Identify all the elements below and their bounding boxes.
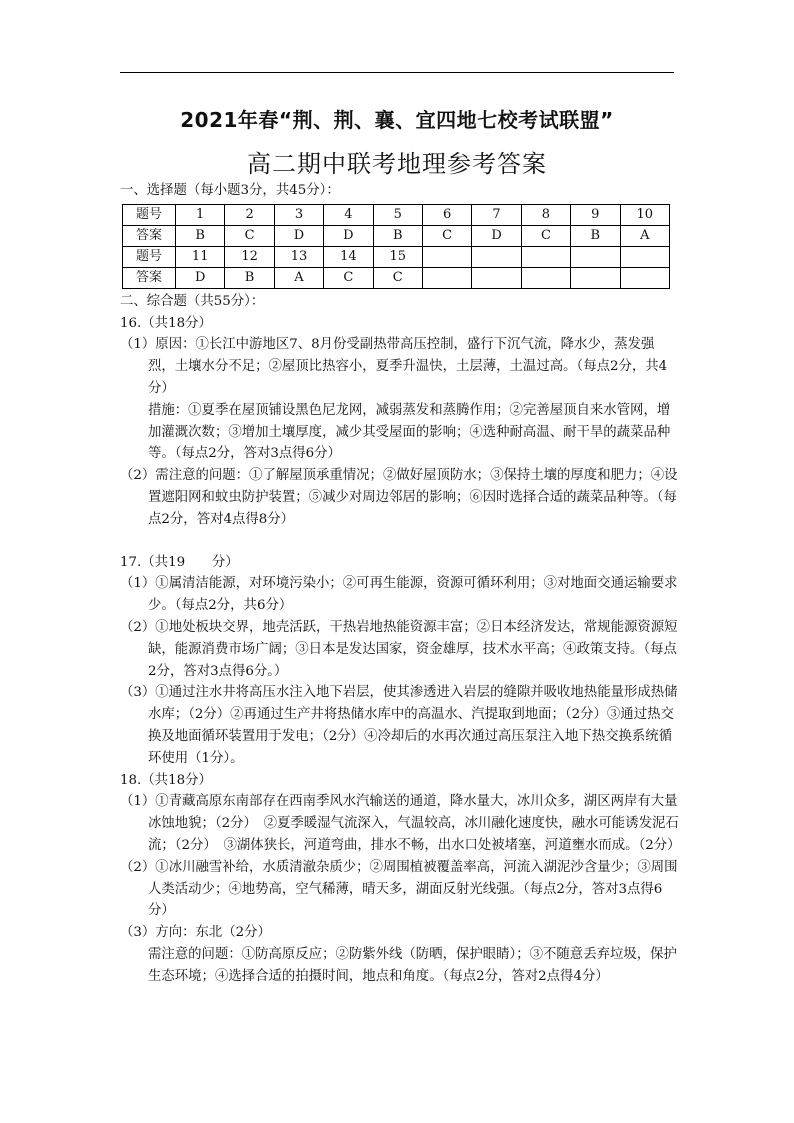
- answer-table-cell: 4: [324, 204, 373, 225]
- answer-table-cell: C: [324, 267, 373, 288]
- q18-part3-notes: 需注意的问题：①防高原反应；②防紫外线（防晒，保护眼睛）；③不随意丢弃垃圾，保护生态环境；④选择合适的拍摄时间，地点和角度。（每点2分，答对2点得4分）: [148, 946, 677, 984]
- document-body: [120, 180, 680, 988]
- q18-title: 18.（共18分）: [120, 772, 212, 788]
- q16-title: 16.（共18分）: [120, 315, 212, 331]
- answer-table-row: [123, 225, 670, 246]
- answer-table-cell: 13: [274, 246, 323, 267]
- answer-table-cell: 12: [225, 246, 274, 267]
- answer-table-cell: C: [422, 225, 471, 246]
- document-title-line1: 2021年春“荆、荆、襄、宜四地七校考试联盟”: [180, 108, 614, 132]
- answer-table-cell: [422, 267, 471, 288]
- answer-table-cell: D: [274, 225, 323, 246]
- answer-table-cell: [620, 267, 669, 288]
- answer-table-row: [123, 267, 670, 288]
- q16-part1: （1）原因：①长江中游地区7、8月份受副热带高压控制，盛行下沉气流，降水少，蒸发强烈，土壤水分不足；②屋顶比热容小，夏季升温快，土层薄，土温过高。（每点2分，共4分）: [120, 337, 668, 396]
- answer-table-row: [123, 246, 670, 267]
- answer-table-cell: 6: [422, 204, 471, 225]
- q16-part1-measures: 措施：①夏季在屋顶铺设黑色尼龙网，减弱蒸发和蒸腾作用；②完善屋顶自来水管网，增加灌溉次数；③增加土壤厚度，减少其受屋面的影响；④选种耐高温、耐干旱的蔬菜品种等。（每点2分，答对3点得6分）: [148, 402, 671, 462]
- answer-table-cell: C: [373, 267, 422, 288]
- spacer: [120, 531, 680, 552]
- section1-heading: 一、选择题（每小题3分，共45分）：: [120, 183, 340, 198]
- answer-table-row: [123, 204, 670, 225]
- answer-table-cell: C: [521, 225, 570, 246]
- answer-table-row-label: 题号: [123, 246, 176, 267]
- answer-table-cell: [571, 267, 620, 288]
- answer-table-cell: 11: [176, 246, 225, 267]
- answer-table-cell: B: [225, 267, 274, 288]
- answer-table-cell: [472, 267, 521, 288]
- q18-part1: （1）①青藏高原东南部存在西南季风水汽输送的通道，降水量大，冰川众多，湖区两岸有大量冰蚀地貌；（2分） ②夏季暖湿气流深入，气温较高，冰川融化速度快，融水可能诱发泥石流；（2分） ③湖体狭长，河道弯曲，排水不畅，出水口处被堵塞，河道壅水而成。（2分）: [120, 794, 681, 853]
- answer-table-cell: D: [472, 225, 521, 246]
- answer-table-cell: 1: [176, 204, 225, 225]
- answer-table-cell: [571, 246, 620, 267]
- answer-table-cell: 8: [521, 204, 570, 225]
- answer-table-cell: 2: [225, 204, 274, 225]
- answer-table-cell: D: [324, 225, 373, 246]
- section2-heading: 二、综合题（共55分）：: [120, 293, 265, 309]
- answer-table-cell: 5: [373, 204, 422, 225]
- answer-table: [122, 204, 670, 289]
- q18-part2: （2）①冰川融雪补给，水质清澈杂质少；②周围植被覆盖率高，河流入湖泥沙含量少；③周围人类活动少；④地势高，空气稀薄，晴天多，湖面反射光线强。（每点2分，答对3点得6分）: [120, 859, 678, 919]
- answer-table-cell: [472, 246, 521, 267]
- answer-table-cell: B: [373, 225, 422, 246]
- answer-table-cell: [620, 246, 669, 267]
- answer-table-row-label: 题号: [123, 204, 176, 225]
- q17-part3: （3）①通过注水井将高压水注入地下岩层，使其渗透进入岩层的缝隙并吸收地热能量形成热储水库；（2分）②再通过生产井将热储水库中的高温水、汽提取到地面；（2分）③通过热交换及地面循环装置用于发电；（2分）④冷却后的水再次通过高压泵注入地下热交换系统循环使用（1分）。: [120, 685, 678, 766]
- q18-part3: （3）方向：东北（2分）: [120, 925, 271, 941]
- answer-table-cell: A: [620, 225, 669, 246]
- answer-table-cell: 3: [274, 204, 323, 225]
- answer-table-row-label: 答案: [123, 267, 176, 288]
- document-title-line2: 高二期中联考地理参考答案: [247, 150, 547, 178]
- answer-table-cell: B: [571, 225, 620, 246]
- answer-table-cell: 15: [373, 246, 422, 267]
- q17-title: 17.（共19 分）: [120, 554, 239, 570]
- q17-part2: （2）①地处板块交界，地壳活跃，干热岩地热能资源丰富；②日本经济发达，常规能源资源短缺，能源消费市场广阔；③日本是发达国家，资金雄厚，技术水平高；④政策支持。（每点2分，答对3点得6分。）: [120, 619, 678, 679]
- answer-table-cell: [422, 246, 471, 267]
- answer-table-cell: [521, 246, 570, 267]
- answer-table-cell: 14: [324, 246, 373, 267]
- answer-table-cell: A: [274, 267, 323, 288]
- answer-table-cell: D: [176, 267, 225, 288]
- answer-table-cell: 10: [620, 204, 669, 225]
- answer-table-row-label: 答案: [123, 225, 176, 246]
- q17-part1: （1）①属清洁能源，对环境污染小；②可再生能源，资源可循环利用；③对地面交通运输要求少。（每点2分，共6分）: [120, 576, 678, 614]
- q16-part2: （2）需注意的问题：①了解屋顶承重情况；②做好屋顶防水；③保持土壤的厚度和肥力；④设置遮阳网和蚊虫防护装置；⑤减少对周边邻居的影响；⑥因时选择合适的蔬菜品种等。（每点2分，答对4点得8分）: [120, 468, 678, 527]
- answer-table-cell: 7: [472, 204, 521, 225]
- answer-table-cell: B: [176, 225, 225, 246]
- answer-table-cell: [521, 267, 570, 288]
- answer-table-cell: C: [225, 225, 274, 246]
- header-rule: [120, 72, 674, 73]
- answer-table-cell: 9: [571, 204, 620, 225]
